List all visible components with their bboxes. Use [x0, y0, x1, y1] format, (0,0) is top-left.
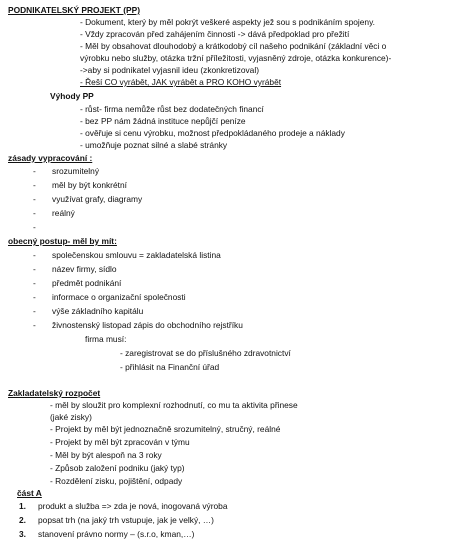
pp-item: výrobku nebo služby, otázka tržní příležitosti, vyjasněný zdroje, otázka konkurence)- — [80, 53, 392, 63]
bullet-dash: - — [33, 250, 36, 260]
postup-sub-item: - zaregistrovat se do příslušného zdravotnictví — [120, 348, 291, 358]
zasady-title: zásady vypracování : — [8, 153, 93, 163]
bullet-dash: - — [33, 166, 36, 176]
postup-item: živnostenský listopad zápis do obchodního rejstříku — [52, 320, 243, 330]
rozpocet-item: - Projekt by měl být jednoznačně srozumitelný, stručný, reálné — [50, 424, 281, 434]
bullet-dash: - — [33, 180, 36, 190]
bullet-dash: - — [33, 292, 36, 302]
bullet-dash: - — [33, 264, 36, 274]
pp-item: ->aby si podnikatel vyjasnil ideu (zkonkretizoval) — [80, 65, 259, 75]
pp-item: - Řeší CO vyrábět, JAK vyrábět a PRO KOHO vyrábět — [80, 77, 282, 87]
postup-item: výše základního kapitálu — [52, 306, 144, 316]
firma-musi-label: firma musí: — [85, 334, 127, 344]
pp-item: - Měl by obsahovat dlouhodobý a krátkodobý cíl našeho podnikání (základní věci o — [80, 41, 387, 51]
cast-a-item: produkt a služba => zda je nová, inogovaná výroba — [38, 501, 228, 511]
vyhody-item: - bez PP nám žádná instituce nepůjčí peníze — [80, 116, 246, 126]
rozpocet-item: - Měl by být alespoň na 3 roky — [50, 450, 162, 460]
bullet-dash: - — [33, 320, 36, 330]
vyhody-item: - ověřuje si cenu výrobku, možnost předpokládaného prodeje a náklady — [80, 128, 345, 138]
pp-item: - Dokument, který by měl pokrýt veškeré aspekty jež sou s podnikáním spojeny. — [80, 17, 375, 27]
rozpocet-item: - Rozdělení zisku, pojištění, odpady — [50, 476, 183, 486]
bullet-dash: - — [33, 278, 36, 288]
cast-a-title: část A — [17, 488, 42, 498]
zasady-item: reálný — [52, 208, 75, 218]
postup-item: název firmy, sídlo — [52, 264, 117, 274]
rozpocet-title: Zakladatelský rozpočet — [8, 388, 101, 398]
postup-sub-item: - přihlásit na Finanční úřad — [120, 362, 220, 372]
zasady-item: srozumitelný — [52, 166, 100, 176]
vyhody-item: - růst- firma nemůže růst bez dodatečných financí — [80, 104, 264, 114]
postup-item: předmět podnikání — [52, 278, 122, 288]
pp-item: - Vždy zpracován před zahájením činnosti -> dává předpoklad pro přežití — [80, 29, 350, 39]
zasady-item: měl by být konkrétní — [52, 180, 127, 190]
bullet-dash: - — [33, 208, 36, 218]
rozpocet-item: (jaké zisky) — [50, 412, 92, 422]
postup-title: obecný postup- měl by mít: — [8, 236, 117, 246]
postup-item: společenskou smlouvu = zakladatelská listina — [52, 250, 221, 260]
zasady-item: využívat grafy, diagramy — [52, 194, 143, 204]
cast-a-item: stanovení právno normy – (s.r.o, kman,…) — [38, 529, 195, 539]
rozpocet-item: - Způsob založení podniku (jaký typ) — [50, 463, 185, 473]
vyhody-item: - umožňuje poznat silné a slabé stránky — [80, 140, 228, 150]
postup-item: informace o organizační společnosti — [52, 292, 186, 302]
list-number: 2. — [19, 515, 26, 525]
bullet-dash: - — [33, 222, 36, 232]
cast-a-item: popsat trh (na jaký trh vstupuje, jak je velký, …) — [38, 515, 214, 525]
bullet-dash: - — [33, 194, 36, 204]
list-number: 3. — [19, 529, 26, 539]
rozpocet-item: - Projekt by měl být zpracován v týmu — [50, 437, 190, 447]
list-number: 1. — [19, 501, 26, 511]
rozpocet-item: - měl by sloužit pro komplexní rozhodnutí, co mu ta aktivita přinese — [50, 400, 298, 410]
vyhody-title: Výhody PP — [50, 91, 94, 101]
bullet-dash: - — [33, 306, 36, 316]
document-title: PODNIKATELSKÝ PROJEKT (PP) — [8, 5, 140, 15]
